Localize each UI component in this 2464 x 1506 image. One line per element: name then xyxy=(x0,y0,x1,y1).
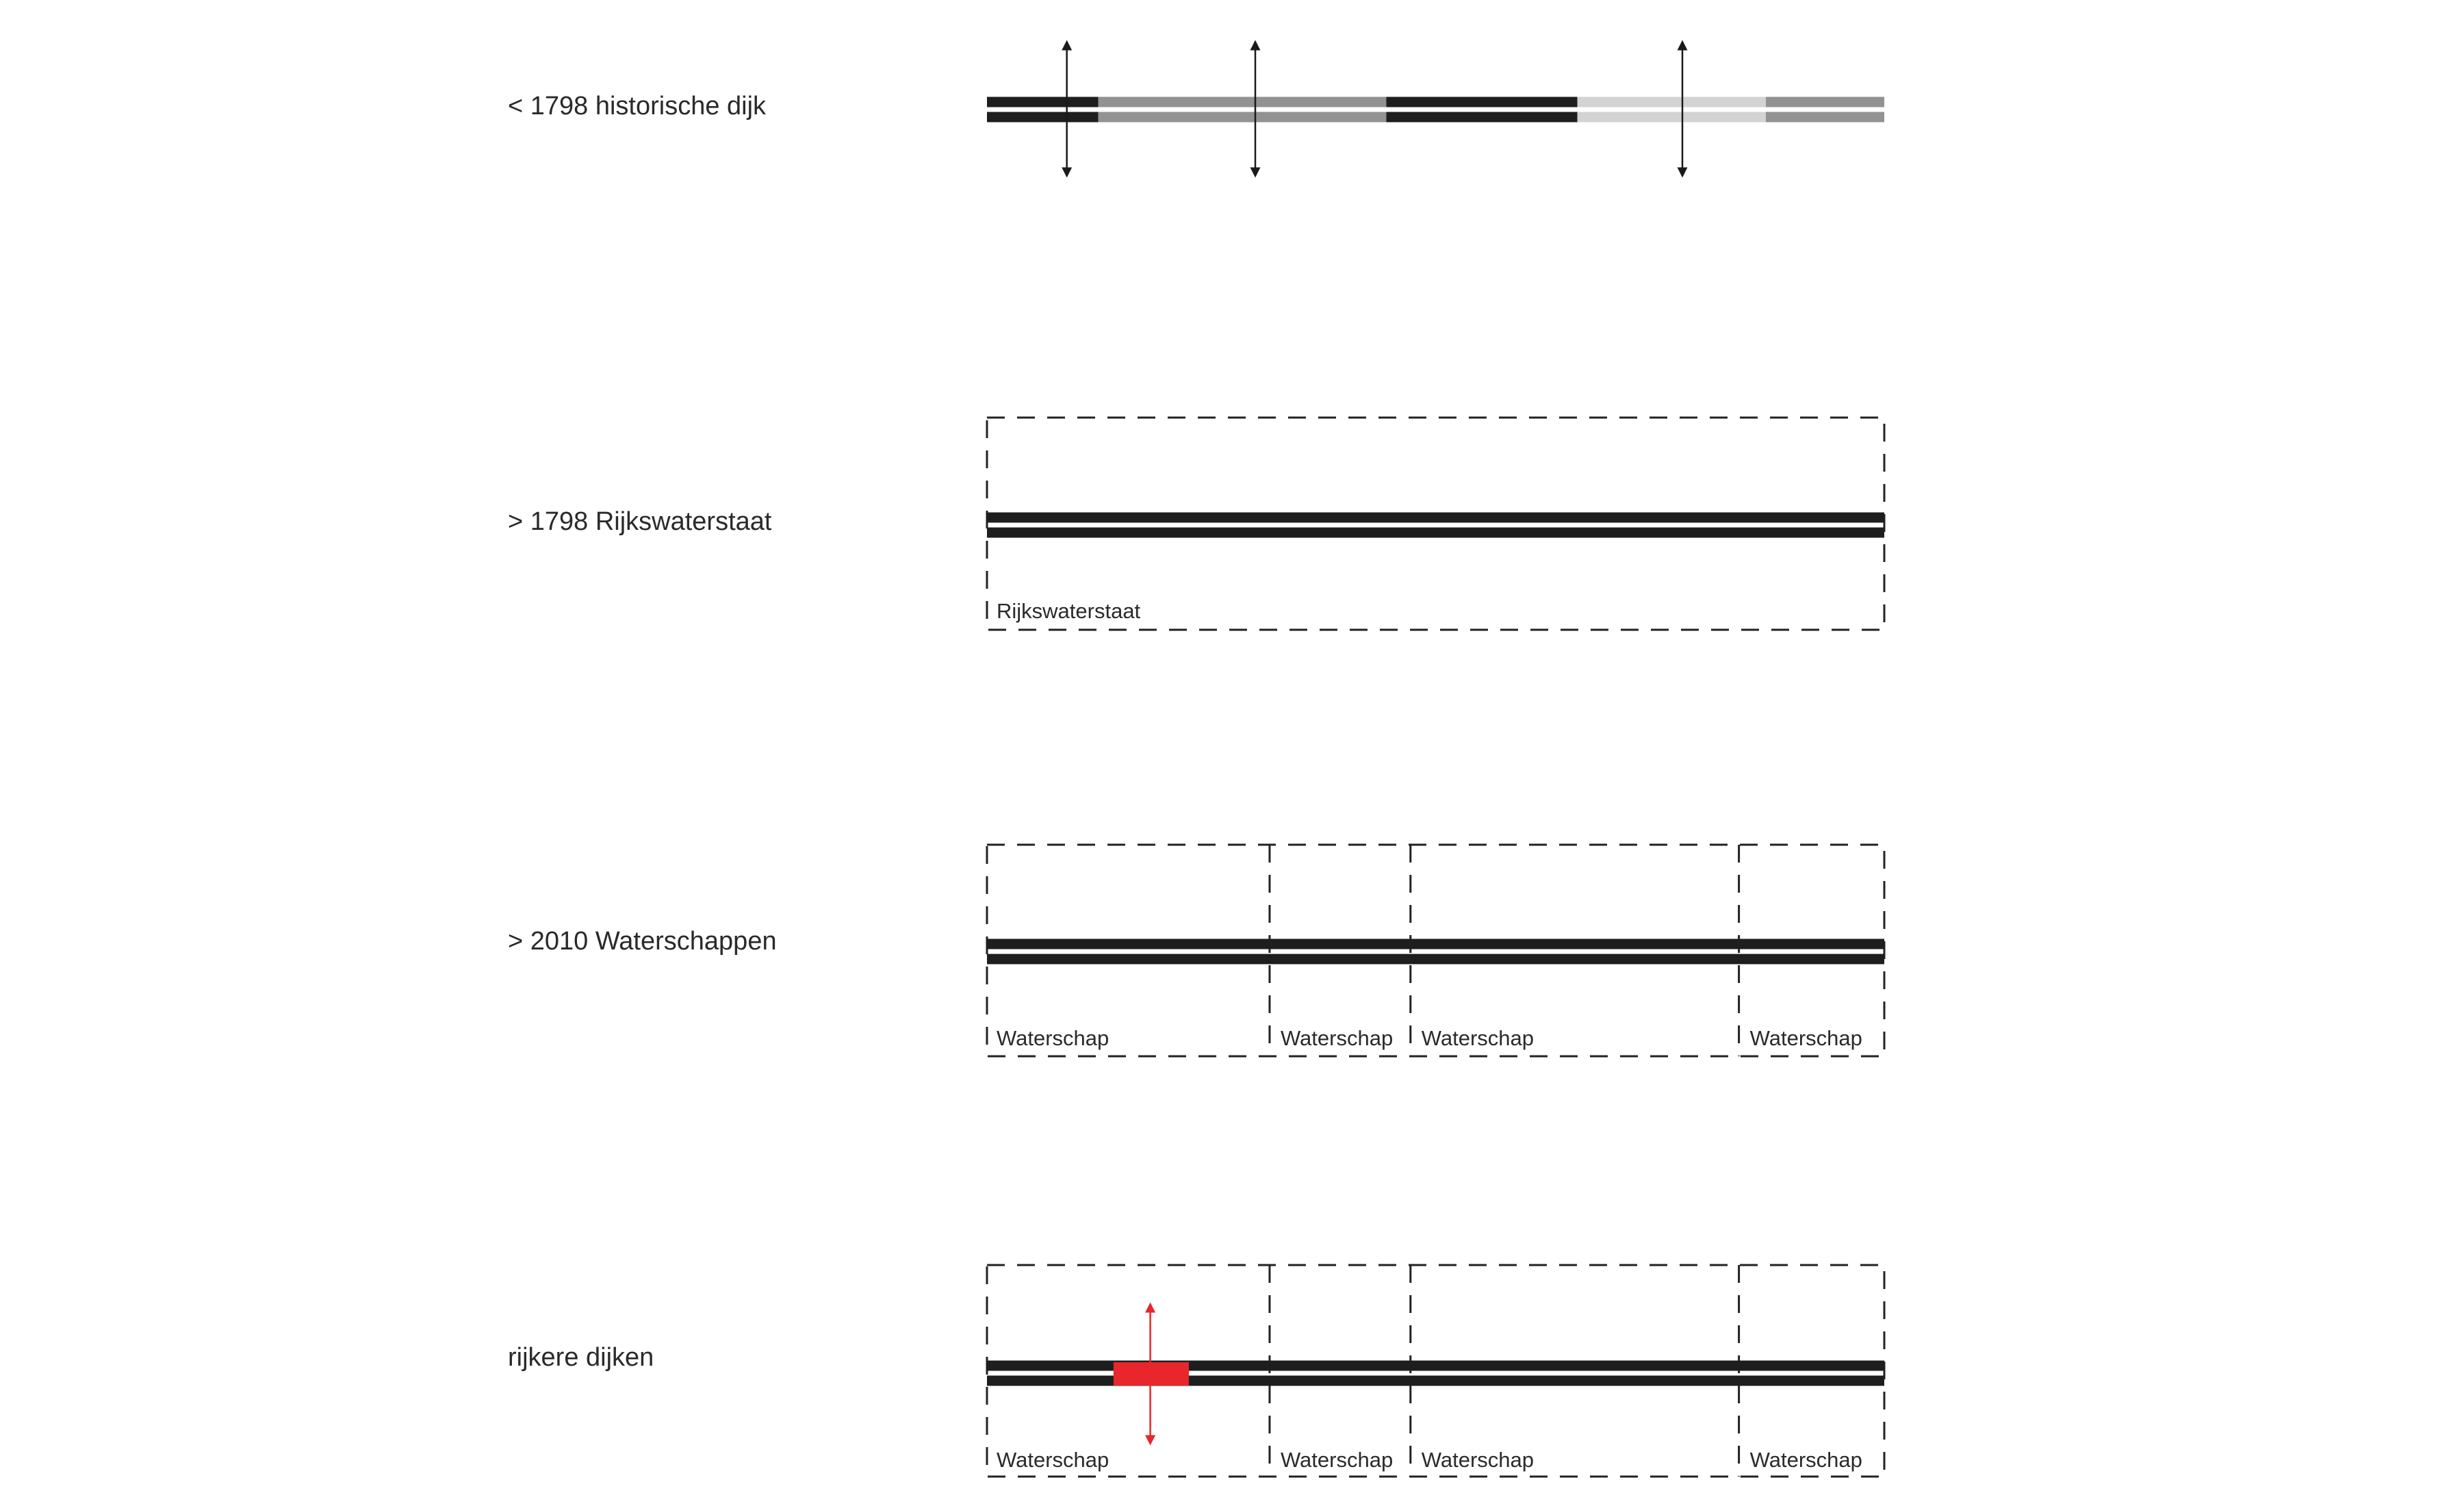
rijkswaterstaat-authority-label-0: Rijkswaterstaat xyxy=(997,599,1141,623)
rijkere-dijken-highlight xyxy=(1114,1307,1189,1440)
waterschappen-authority-label-0: Waterschap xyxy=(997,1026,1109,1050)
rijkere-dijken-highlight-block xyxy=(1114,1362,1189,1386)
waterschappen-frame xyxy=(987,845,1884,1056)
rijkswaterstaat-border xyxy=(987,418,1884,630)
row-historische-dijk xyxy=(508,45,1884,173)
row-rijkere-dijken xyxy=(508,1265,1884,1477)
historic-dike-line xyxy=(987,102,1884,117)
waterschappen-labels xyxy=(997,1026,1862,1050)
waterschappen-authority-label-3: Waterschap xyxy=(1749,1026,1862,1050)
rijkere-dijken-authority-label-0: Waterschap xyxy=(997,1448,1109,1472)
waterschappen-border xyxy=(987,845,1884,1056)
row-rijkswaterstaat xyxy=(508,418,1884,630)
row-label-historische-dijk: < 1798 historische dijk xyxy=(508,92,767,120)
historic-dike-arrows xyxy=(1067,45,1682,173)
rijkere-dijken-authority-label-1: Waterschap xyxy=(1280,1448,1394,1472)
row-label-waterschappen: > 2010 Waterschappen xyxy=(508,927,777,956)
waterschappen-dike-line xyxy=(987,944,1884,959)
waterschappen-authority-label-2: Waterschap xyxy=(1421,1026,1535,1050)
rijkswaterstaat-labels xyxy=(997,599,1141,623)
rijkswaterstaat-frame xyxy=(987,418,1884,630)
rijkere-dijken-authority-label-3: Waterschap xyxy=(1749,1448,1862,1472)
rijkswaterstaat-dike-line xyxy=(987,518,1884,533)
row-label-rijkere-dijken: rijkere dijken xyxy=(508,1343,654,1372)
rijkere-dijken-labels xyxy=(997,1448,1862,1472)
row-label-rijkswaterstaat: > 1798 Rijkswaterstaat xyxy=(508,507,772,536)
row-waterschappen xyxy=(508,845,1884,1056)
waterschappen-authority-label-1: Waterschap xyxy=(1280,1026,1394,1050)
rijkere-dijken-authority-label-2: Waterschap xyxy=(1421,1448,1535,1472)
